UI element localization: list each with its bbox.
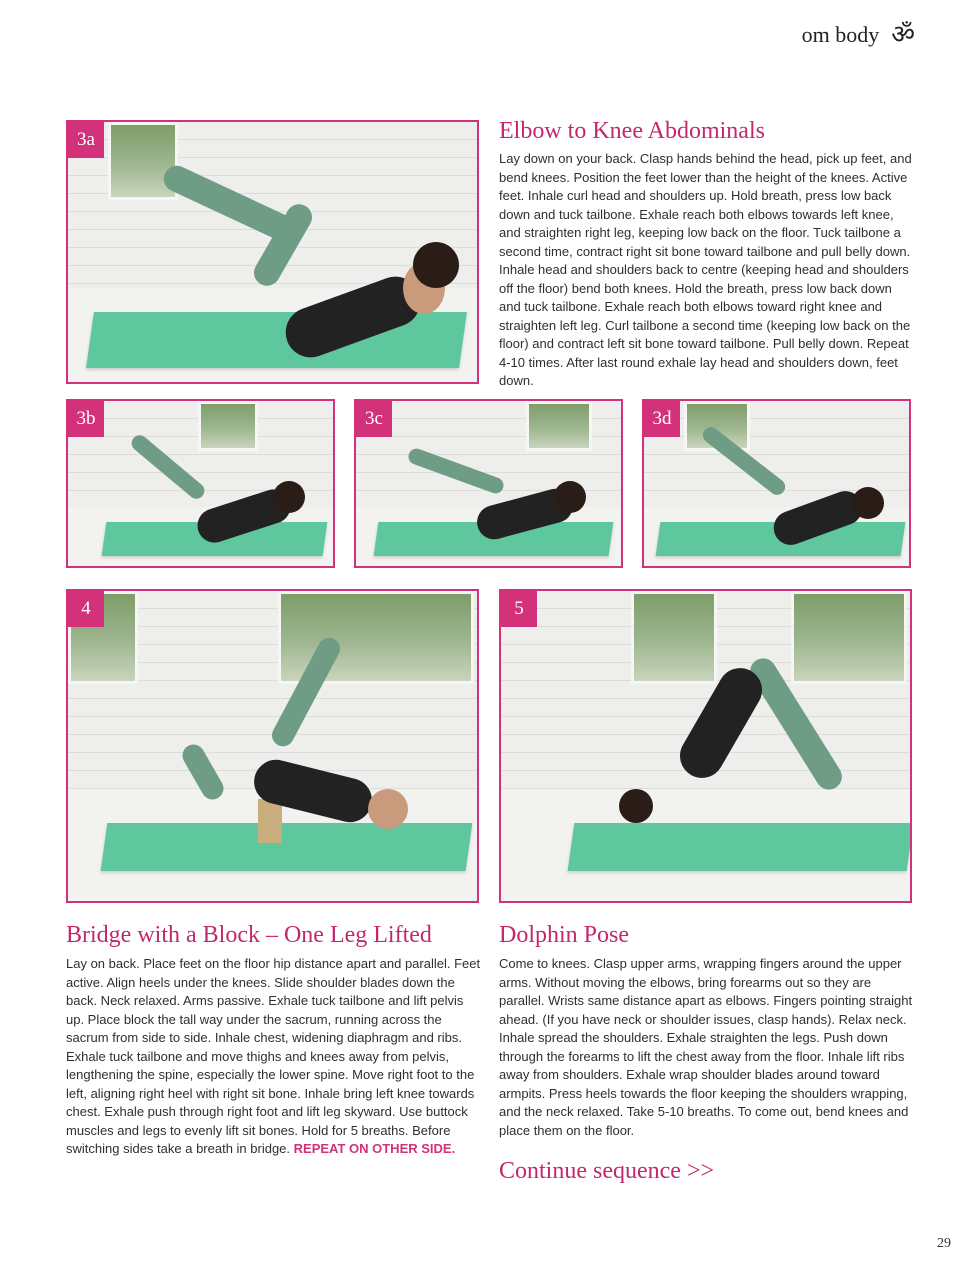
photo-3a: [66, 120, 479, 384]
photo-4: [66, 589, 479, 903]
yoga-mat: [568, 823, 912, 871]
page-number: 29: [937, 1236, 951, 1251]
dolphin-text: Come to knees. Clasp upper arms, wrapping fingers around the upper arms. Without moving the elbows, bring forearms out so they are parallel. Wrists same distance apart as elbows. Fingers pointing straight ahead. (If you have neck or shoulder issues, clasp hands). Relax neck. Inhale spread the shoulders. Exhale straighten the legs. Push down through the forearms to lift the chest away from the floor. Inhale lift ribs away from shoulders. Exhale wrap shoulder blades around toward armpits. Press heels towards the floor keeping the shoulders wrapping, and the neck relaxed. Take 5-10 breaths. To come out, bend knees and place them on the floor.: [499, 956, 913, 1138]
page-header: [802, 22, 915, 48]
dolphin-heading: Dolphin Pose: [499, 922, 630, 948]
step-badge: 5: [501, 591, 537, 627]
om-symbol-icon: ॐ: [891, 20, 915, 50]
bridge-text: [66, 955, 482, 1159]
step-badge: 3b: [68, 401, 104, 437]
step-badge: 4: [68, 591, 104, 627]
step-badge: 3d: [644, 401, 680, 437]
photo-3c: [354, 399, 623, 568]
yoga-block: [258, 799, 282, 843]
elbow-to-knee-heading: Elbow to Knee Abdominals: [499, 118, 765, 144]
section-title: om body: [801, 22, 880, 47]
bridge-heading: Bridge with a Block – One Leg Lifted: [66, 922, 432, 948]
photo-3b: [66, 399, 335, 568]
continue-sequence-link[interactable]: Continue sequence >>: [499, 1158, 715, 1184]
photo-5: [499, 589, 912, 903]
photo-3d: [642, 399, 911, 568]
elbow-to-knee-text: Lay down on your back. Clasp hands behind the head, pick up feet, and bend knees. Position the feet lower than the height of the knees. Active feet. Inhale curl head and shoulders up. Hold breath, press low back down and tuck tailbone. Exhale reach both elbows towards left knee, and straighten right leg, keeping low back on the floor. Tuck tailbone a second time, contract right sit bone toward tailbone and pull belly down. Inhale head and shoulders back to centre (keeping head and shoulders off the floor) bend both knees. Hold the breath, press low back down and tuck tailbone. Exhale reach both elbows toward right knee and straighten left leg. Curl tailbone a second time (keeping low back on the floor) and contract left sit bone toward tailbone. Pull belly down. Repeat 4-10 times. After last round exhale lay head and shoulders down, feet down.: [499, 151, 912, 388]
step-badge: 3a: [68, 122, 104, 158]
bridge-body: Lay on back. Place feet on the floor hip distance apart and parallel. Feet active. Align heels under the knees. Slide shoulder blades down the back. Neck relaxed. Arms passive. Exhale tuck tailbone and lift pelvis up. Place block the tall way under the sacrum, running across the sacrum from side to side. Inhale chest, widening diaphragm and ribs. Exhale tuck tailbone and move thighs and knees away from pelvis, lengthening the spine, especially the lower spine. Move right foot to the left, aligning right heel with right sit bone. Inhale bring left knee towards chest. Exhale push through right foot and lift leg skyward. Use buttock muscles and legs to evenly lift sit bones. Hold for 5 breaths. Before switching sides take a breath in bridge.: [66, 956, 481, 1156]
yoga-mat: [101, 823, 473, 871]
step-badge: 3c: [356, 401, 392, 437]
repeat-other-side-note: REPEAT ON OTHER SIDE.: [293, 1141, 456, 1156]
